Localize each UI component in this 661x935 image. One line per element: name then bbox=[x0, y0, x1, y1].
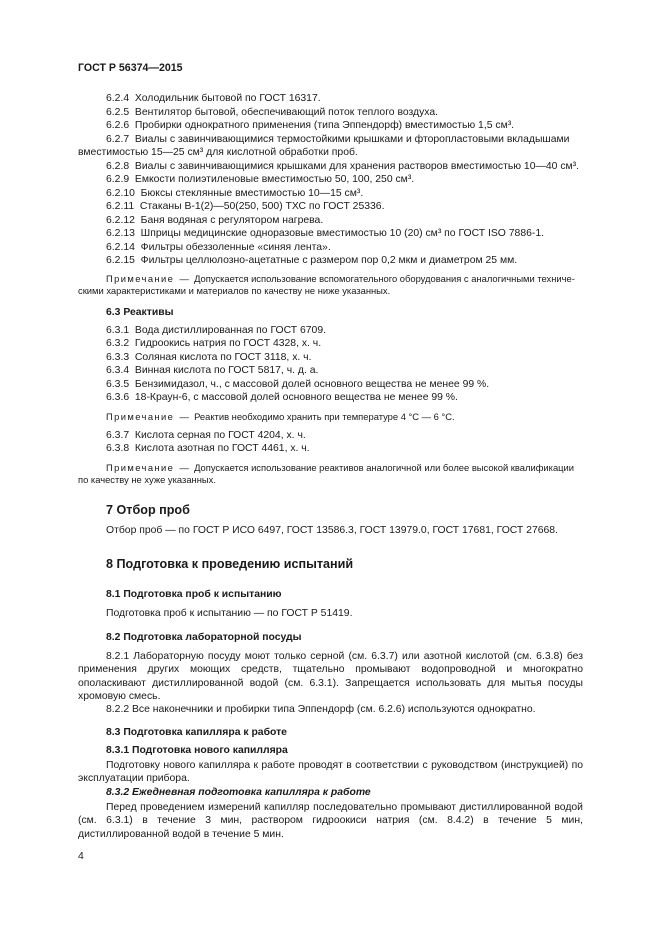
paragraph-8-2-2: 8.2.2 Все наконечники и пробирки типа Эппендорф (см. 6.2.6) используются однократно. bbox=[106, 704, 536, 715]
note-continuation: скими характеристиками и материалов по качеству не ниже указанных. bbox=[78, 285, 391, 296]
paragraph-8-1: Подготовка проб к испытанию — по ГОСТ Р 51419. bbox=[106, 608, 353, 619]
list-item: 6.3.1 Вода дистиллированная по ГОСТ 6709. bbox=[106, 325, 326, 336]
list-item: 6.2.6 Пробирки однократного применения (типа Эппендорф) вместимостью 1,5 см³. bbox=[106, 120, 515, 131]
list-item: 6.2.10 Бюксы стеклянные вместимостью 10—15 см³. bbox=[106, 188, 364, 199]
paragraph-8-2-1: 8.2.1 Лабораторную посуду моют только серной (см. 6.3.7) или азотной кислотой (см. 6.3.8) без применения других моющих средств, тщательно промывают водопроводной и многократно ополаскивают дистиллированной водой (см. 6.3.1). Запрещается использовать для мытья посуды хромовую смесь. bbox=[78, 651, 583, 703]
list-item: 6.2.7 Виалы с завинчивающимися термостойкими крышками и фторопластовыми вкладышами bbox=[106, 134, 570, 145]
note-label: Примечание bbox=[106, 411, 175, 422]
list-item: 6.2.13 Шприцы медицинские одноразовые вместимостью 10 (20) см³ по ГОСТ ISO 7886-1. bbox=[106, 228, 545, 239]
list-item: 6.3.3 Соляная кислота по ГОСТ 3118, х. ч. bbox=[106, 352, 312, 363]
list-item: 6.2.15 Фильтры целлюлозно-ацетатные с размером пор 0,2 мкм и диаметром 25 мм. bbox=[106, 255, 518, 266]
subsection-title-8-3-2: 8.3.2 Ежедневная подготовка капилляра к работе bbox=[106, 787, 371, 798]
subsection-title-8-2: 8.2 Подготовка лабораторной посуды bbox=[106, 632, 302, 643]
list-item-continuation: вместимостью 15—25 см³ для кислотной обработки проб. bbox=[78, 147, 358, 158]
list-item: 6.2.8 Виалы с завинчивающимися крышками для хранения растворов вместимостью 10—40 см³. bbox=[106, 161, 579, 172]
doc-header-code: ГОСТ Р 56374—2015 bbox=[78, 62, 183, 74]
paragraph-8-3-2: Перед проведением измерений капилляр последовательно промывают дистиллированной водой (см. 6.3.1) в течение 3 мин, раствором гидроокиси натрия (см. 8.4.2) в течение 5 мин, дистиллированной водой в течение 5 мин. bbox=[78, 802, 583, 840]
subsection-title-8-3-1: 8.3.1 Подготовка нового капилляра bbox=[106, 745, 288, 756]
list-item: 6.3.8 Кислота азотная по ГОСТ 4461, х. ч. bbox=[106, 443, 310, 454]
subsection-title-reagents: 6.3 Реактивы bbox=[106, 307, 174, 318]
list-item: 6.3.7 Кислота серная по ГОСТ 4204, х. ч. bbox=[106, 430, 306, 441]
section-title-sampling: 7 Отбор проб bbox=[106, 503, 190, 517]
list-item: 6.3.4 Винная кислота по ГОСТ 5817, ч. д. а. bbox=[106, 365, 319, 376]
page-number: 4 bbox=[78, 851, 84, 862]
note-storage: Примечание — Реактив необходимо хранить при температуре 4 °С — 6 °С. bbox=[106, 411, 455, 422]
section-title-preparation: 8 Подготовка к проведению испытаний bbox=[106, 557, 354, 571]
note-label: Примечание bbox=[106, 273, 175, 284]
list-item: 6.3.5 Бензимидазол, ч., с массовой долей основного вещества не менее 99 %. bbox=[106, 379, 490, 390]
paragraph-8-3-1: Подготовку нового капилляра к работе проводят в соответствии с руководством (инструкцией) по эксплуатации прибора. bbox=[78, 760, 583, 785]
list-item: 6.3.2 Гидроокись натрия по ГОСТ 4328, х. ч. bbox=[106, 338, 322, 349]
sampling-text: Отбор проб — по ГОСТ Р ИСО 6497, ГОСТ 13586.3, ГОСТ 13979.0, ГОСТ 17681, ГОСТ 27668. bbox=[106, 525, 558, 536]
note-continuation: по качеству не хуже указанных. bbox=[78, 474, 216, 485]
list-item: 6.2.12 Баня водяная с регулятором нагрева. bbox=[106, 215, 324, 226]
list-item: 6.2.5 Вентилятор бытовой, обеспечивающий поток теплого воздуха. bbox=[106, 107, 439, 118]
list-item: 6.2.11 Стаканы В-1(2)—50(250, 500) ТХС по ГОСТ 25336. bbox=[106, 201, 385, 212]
note-equipment: Примечание — Допускается использование вспомогательного оборудования с аналогичными техниче- bbox=[106, 273, 575, 284]
list-item: 6.3.6 18-Краун-6, с массовой долей основного вещества не менее 99 %. bbox=[106, 392, 458, 403]
list-item: 6.2.9 Емкости полиэтиленовые вместимостью 50, 100, 250 см³. bbox=[106, 174, 415, 185]
subsection-title-8-1: 8.1 Подготовка проб к испытанию bbox=[106, 589, 282, 600]
list-item: 6.2.4 Холодильник бытовой по ГОСТ 16317. bbox=[106, 93, 321, 104]
note-reagents: Примечание — Допускается использование реактивов аналогичной или более высокой квалификации bbox=[106, 462, 575, 473]
subsection-title-8-3: 8.3 Подготовка капилляра к работе bbox=[106, 727, 287, 738]
note-label: Примечание bbox=[106, 462, 175, 473]
list-item: 6.2.14 Фильтры обеззоленные «синяя лента». bbox=[106, 242, 331, 253]
